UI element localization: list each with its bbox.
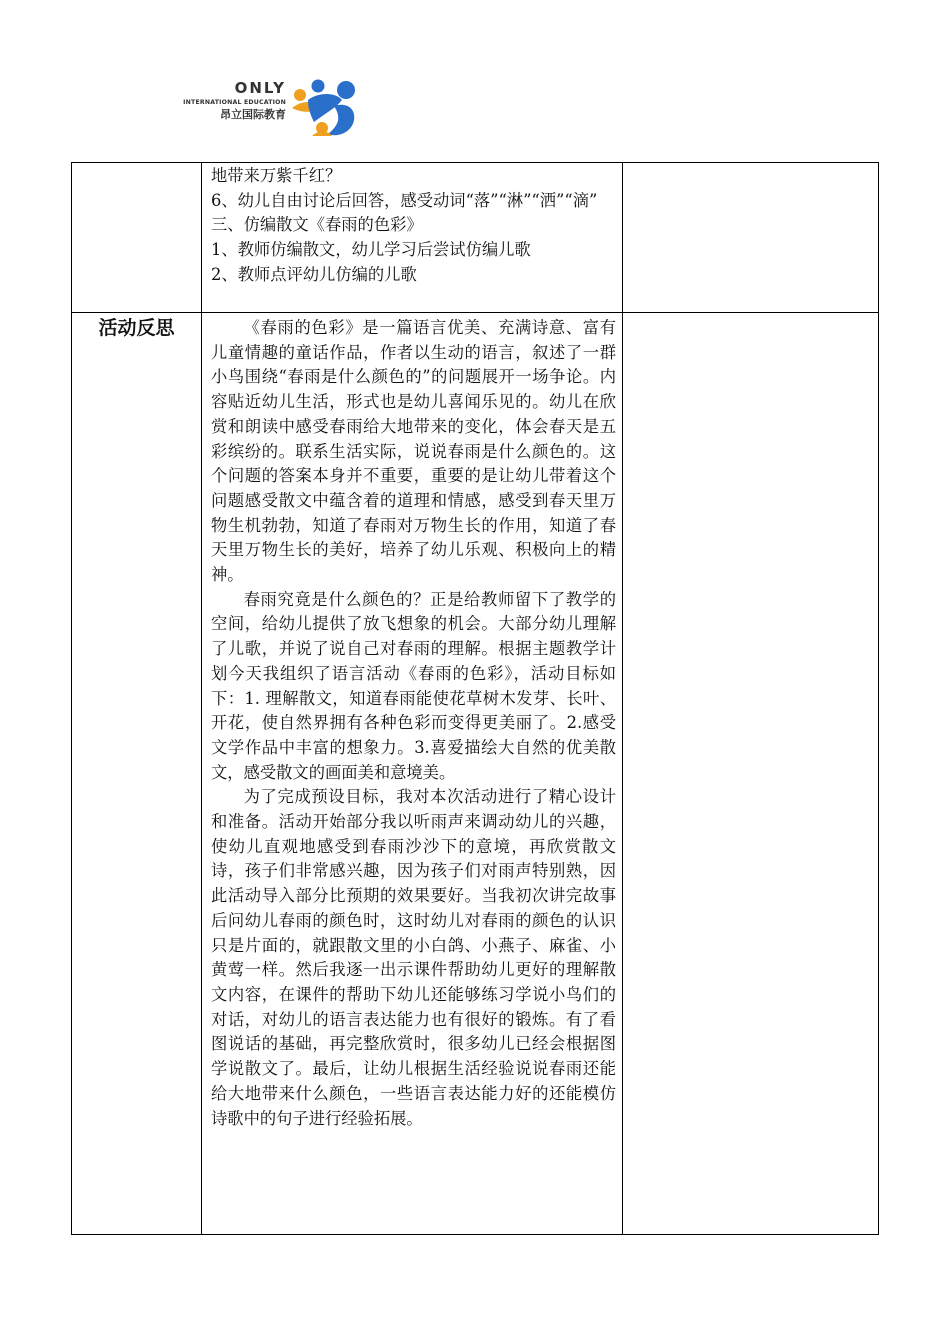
row1-notes-cell — [623, 163, 879, 313]
process-line: 地带来万紫千红？ — [211, 166, 342, 185]
reflection-paragraph: 春雨究竟是什么颜色的？正是给教师留下了教学的空间，给幼儿提供了放飞想象的机会。大部分幼儿理解了儿歌，并说了说自己对春雨的理解。根据主题教学计划今天我组织了语言活动《春雨的色彩》，活动目标如下：1. 理解散文，知道春雨能使花草树木发芽、长叶、开花，使自然界拥有各种色彩而变得更美丽了。2.感受文学作品中丰富的想象力。3.喜爱描绘大自然的优美散文，感受散文的画面美和意境美。 — [211, 589, 616, 782]
process-line: 1、教师仿编散文，幼儿学习后尝试仿编儿歌 — [211, 240, 531, 260]
table-row — [72, 163, 879, 313]
reflection-label-cell — [72, 313, 202, 1235]
lesson-table — [71, 162, 879, 1235]
row1-content-cell — [202, 163, 623, 313]
process-line: 2、教师点评幼儿仿编的儿歌 — [211, 264, 417, 284]
logo-brand-cn: 昂立国际教育 — [220, 108, 286, 121]
process-line: 三、仿编散文《春雨的色彩》 — [211, 215, 423, 235]
reflection-paragraph: 为了完成预设目标，我对本次活动进行了精心设计和准备。活动开始部分我以听雨声来调动幼儿的兴趣，使幼儿直观地感受到春雨沙沙下的意境，再欣赏散文诗，孩子们非常感兴趣，因为孩子们对雨声特别熟，因此活动导入部分比预期的效果要好。当我初次讲完故事后问幼儿春雨的颜色时，这时幼儿对春雨的颜色的认识只是片面的，就跟散文里的小白鸽、小燕子、麻雀、小黄莺一样。然后我逐一出示课件帮助幼儿更好的理解散文内容，在课件的帮助下幼儿还能够练习学说小鸟们的对话，对幼儿的语言表达能力也有很好的锻炼。有了看图说话的基础，再完整欣赏时，很多幼儿已经会根据图学说散文了。最后，让幼儿根据生活经验说说春雨还能给大地带来什么颜色，一些语言表达能力好的还能模仿诗歌中的句子进行经验拓展。 — [211, 787, 616, 1128]
logo-brand-sub: INTERNATIONAL EDUCATION — [183, 99, 286, 106]
row1-label-cell — [72, 163, 202, 313]
reflection-label: 活动反思 — [98, 317, 175, 339]
process-line: 6、幼儿自由讨论后回答，感受动词“落”“淋”“洒”“滴” — [211, 190, 598, 210]
reflection-content-cell — [202, 313, 623, 1235]
logo-text — [150, 78, 286, 123]
table-row — [72, 313, 879, 1235]
header-logo — [150, 78, 360, 140]
reflection-notes-cell — [623, 313, 879, 1235]
only-people-logo-icon — [288, 78, 360, 140]
logo-brand-en: ONLY — [234, 79, 286, 97]
reflection-paragraph: 《春雨的色彩》是一篇语言优美、充满诗意、富有儿童情趣的童话作品，作者以生动的语言，叙述了一群小鸟围绕“春雨是什么颜色的”的问题展开一场争论。内容贴近幼儿生活，形式也是幼儿喜闻乐见的。幼儿在欣赏和朗读中感受春雨给大地带来的变化，体会春天是五彩缤纷的。联系生活实际，说说春雨是什么颜色的。这个问题的答案本身并不重要，重要的是让幼儿带着这个问题感受散文中蕴含着的道理和情感，感受到春天里万物生机勃勃，知道了春雨对万物生长的作用，知道了春天里万物生长的美好，培养了幼儿乐观、积极向上的精神。 — [211, 318, 616, 585]
